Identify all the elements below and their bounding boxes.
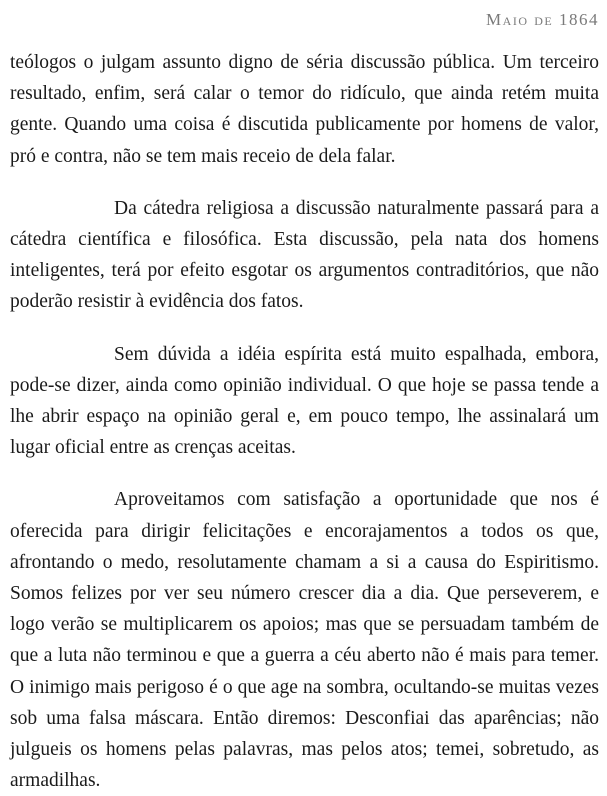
running-head: Maio de 1864 bbox=[486, 10, 599, 29]
paragraph: Da cátedra religiosa a discussão naturalmente passará para a cátedra científica e filosófica. Esta discussão, pela nata dos homens inteligentes, terá por efeito esgotar os argumentos contraditórios, que não poderão resistir à evidência dos fatos. bbox=[10, 197, 599, 313]
paragraph: Aproveitamos com satisfação a oportunidade que nos é oferecida para dirigir felicitações e encorajamentos a todos os que, afrontando o medo, resolutamente chamam a si a causa do Espiritismo. Somos felizes por ver seu número crescer dia a dia. Que perseverem, e logo verão se multiplicarem os apoios; mas que se persuadam também de que a luta não terminou e que a guerra a céu aberto não é mais para temer. O inimigo mais perigoso é o que age na sombra, ocultando-se muitas vezes sob uma falsa máscara. Então diremos: Desconfiai das aparências; não julgueis os homens pelas palavras, mas pelos atos; temei, sobretudo, as armadilhas. bbox=[10, 489, 599, 792]
paragraph-continuation: teólogos o julgam assunto digno de séria discussão pública. Um terceiro resultado, enfim, será calar o temor do ridículo, que ainda retém muita gente. Quando uma coisa é discutida publicamente por homens de valor, pró e contra, não se tem mais receio de dela falar. bbox=[10, 52, 599, 167]
page-body bbox=[10, 47, 599, 796]
paragraph: Sem dúvida a idéia espírita está muito espalhada, embora, pode-se dizer, ainda como opinião individual. O que hoje se passa tende a lhe abrir espaço na opinião geral e, em pouco tempo, lhe assinalará um lugar oficial entre as crenças aceitas. bbox=[10, 343, 599, 459]
